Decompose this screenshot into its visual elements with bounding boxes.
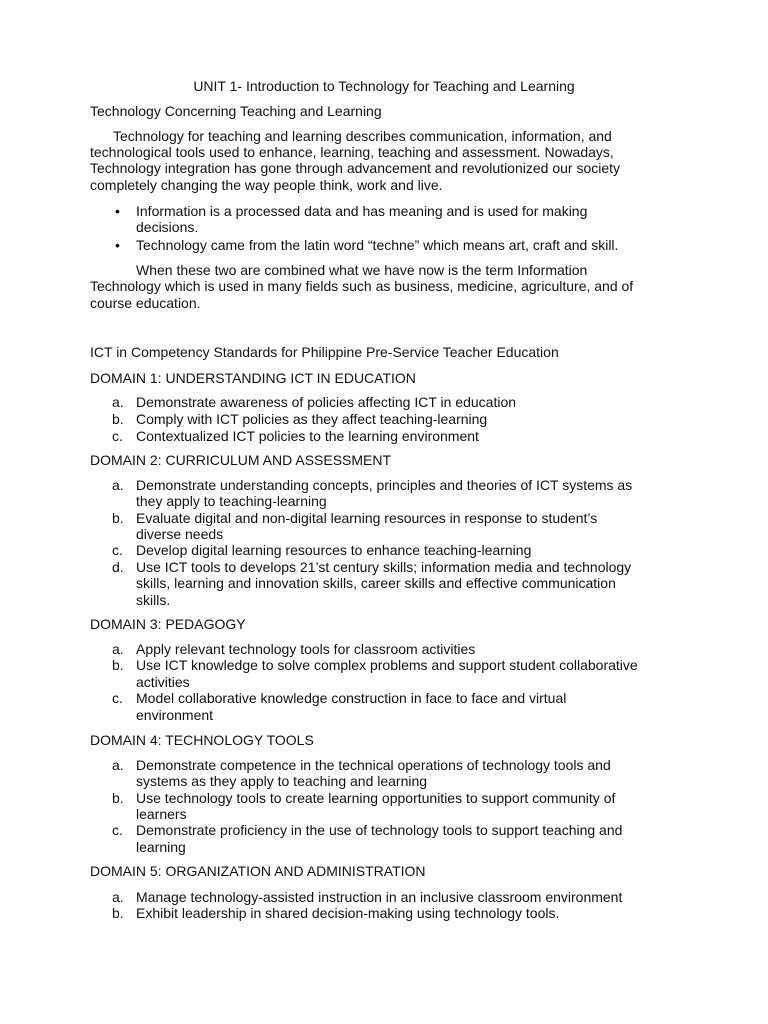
paragraph-line: When these two are combined what we have now is the term Information (136, 262, 588, 278)
domain-title: DOMAIN 2: CURRICULUM AND ASSESSMENT (90, 452, 392, 468)
list-item: Demonstrate understanding concepts, principles and theories of ICT systems as (136, 477, 633, 493)
list-item: Evaluate digital and non-digital learning resources in response to student’s (136, 510, 598, 526)
domain-title: DOMAIN 1: UNDERSTANDING ICT IN EDUCATION (90, 370, 416, 386)
paragraph-line: technological tools used to enhance, learning, teaching and assessment. Nowadays, (90, 144, 614, 160)
list-item: Use ICT tools to develops 21’st century skills; information media and technology (136, 559, 632, 575)
domain-title: DOMAIN 5: ORGANIZATION AND ADMINISTRATION (90, 863, 426, 879)
section-heading: Technology Concerning Teaching and Learning (90, 103, 382, 119)
list-item: Contextualized ICT policies to the learning environment (136, 428, 479, 444)
list-item: Demonstrate competence in the technical operations of technology tools and (136, 757, 611, 773)
paragraph-line: course education. (90, 295, 201, 311)
item-letter: d. (112, 559, 124, 575)
standards-heading: ICT in Competency Standards for Philippine Pre-Service Teacher Education (90, 344, 559, 360)
list-item: environment (136, 707, 214, 723)
list-item: systems as they apply to teaching and learning (136, 773, 428, 789)
list-item: learners (136, 806, 187, 822)
item-letter: c. (112, 690, 123, 706)
list-item: Apply relevant technology tools for classroom activities (136, 641, 476, 657)
item-letter: b. (112, 905, 124, 921)
item-letter: c. (112, 542, 123, 558)
list-item: skills, learning and innovation skills, career skills and effective communication (136, 575, 616, 591)
item-letter: a. (112, 394, 124, 410)
bullet-marker: • (115, 237, 120, 253)
domain-title: DOMAIN 3: PEDAGOGY (90, 616, 246, 632)
bullet-text: decisions. (136, 219, 199, 235)
list-item: diverse needs (136, 526, 224, 542)
list-item: Model collaborative knowledge construction in face to face and virtual (136, 690, 567, 706)
item-letter: c. (112, 428, 123, 444)
paragraph-line: Technology integration has gone through advancement and revolutionized our society (90, 160, 621, 176)
item-letter: a. (112, 757, 124, 773)
paragraph-line: Technology which is used in many fields such as business, medicine, agriculture, and of (90, 278, 634, 294)
list-item: activities (136, 674, 190, 690)
item-letter: c. (112, 822, 123, 838)
list-item: Use ICT knowledge to solve complex problems and support student collaborative (136, 657, 638, 673)
list-item: they apply to teaching-learning (136, 493, 327, 509)
list-item: Demonstrate awareness of policies affecting ICT in education (136, 394, 517, 410)
item-letter: b. (112, 657, 124, 673)
item-letter: b. (112, 510, 124, 526)
item-letter: a. (112, 477, 124, 493)
bullet-text: Technology came from the latin word “techne” which means art, craft and skill. (136, 237, 619, 253)
document-title: UNIT 1- Introduction to Technology for Teaching and Learning (193, 78, 575, 94)
bullet-text: Information is a processed data and has meaning and is used for making (136, 203, 588, 219)
list-item: Manage technology-assisted instruction in an inclusive classroom environment (136, 889, 623, 905)
list-item: Use technology tools to create learning opportunities to support community of (136, 790, 616, 806)
list-item: skills. (136, 592, 171, 608)
list-item: Demonstrate proficiency in the use of technology tools to support teaching and (136, 822, 623, 838)
item-letter: b. (112, 790, 124, 806)
bullet-marker: • (115, 203, 120, 219)
list-item: Develop digital learning resources to enhance teaching-learning (136, 542, 532, 558)
list-item: learning (136, 839, 186, 855)
paragraph-line: completely changing the way people think, work and live. (90, 177, 443, 193)
item-letter: a. (112, 889, 124, 905)
item-letter: b. (112, 411, 124, 427)
list-item: Comply with ICT policies as they affect teaching-learning (136, 411, 488, 427)
domain-title: DOMAIN 4: TECHNOLOGY TOOLS (90, 732, 314, 748)
list-item: Exhibit leadership in shared decision-making using technology tools. (136, 905, 560, 921)
paragraph-line: Technology for teaching and learning describes communication, information, and (113, 128, 612, 144)
item-letter: a. (112, 641, 124, 657)
